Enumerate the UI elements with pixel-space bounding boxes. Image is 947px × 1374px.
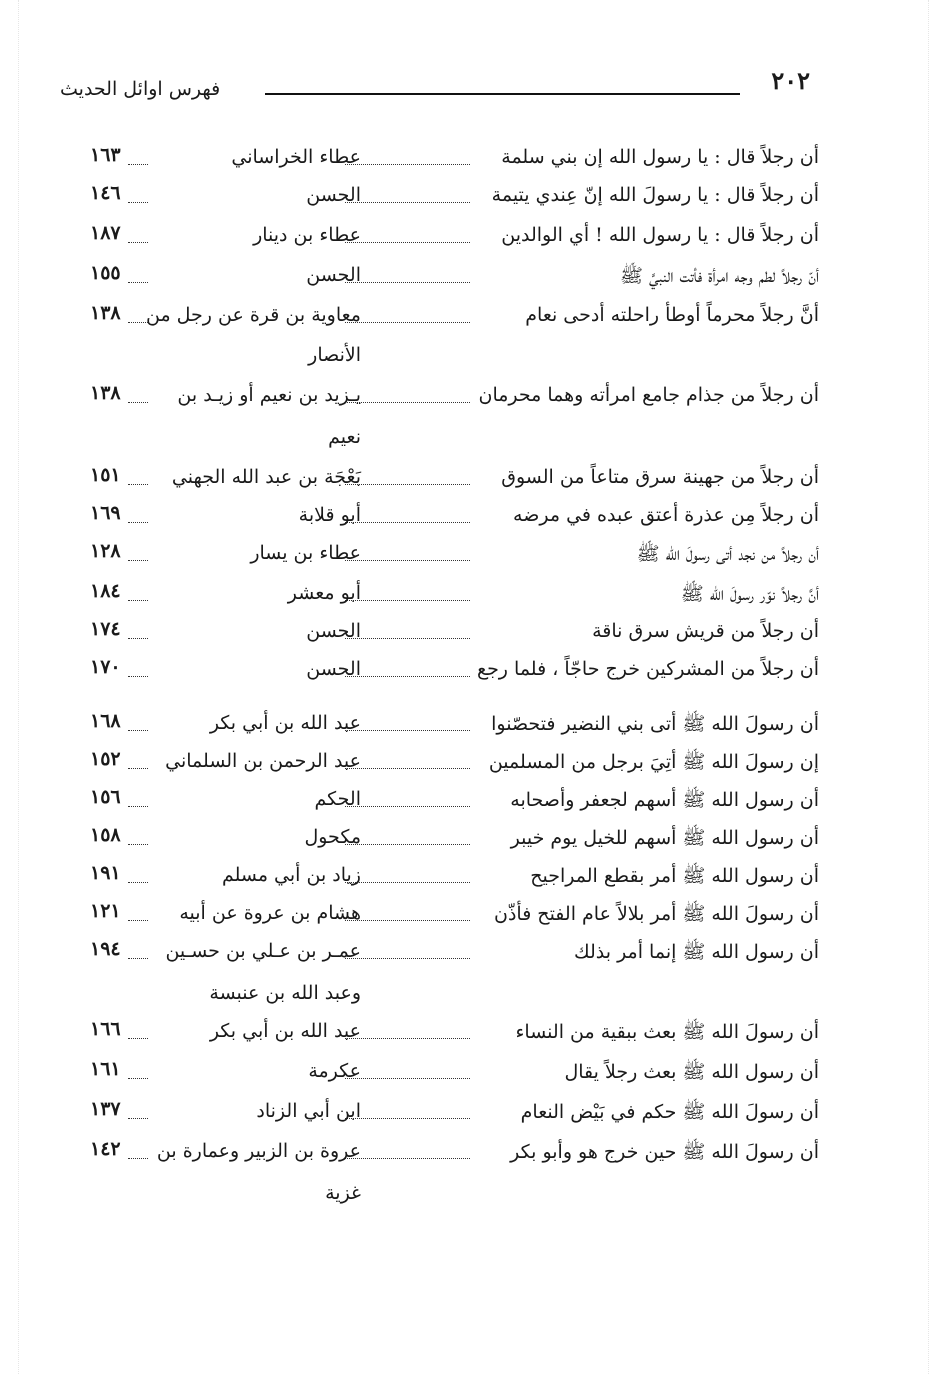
index-entry [0, 180, 947, 218]
page-reference: ١٦٣ [90, 144, 121, 166]
dot-leader [345, 282, 470, 283]
header-rule [265, 93, 740, 95]
page-reference: ١٤٢ [90, 1138, 121, 1160]
hadith-opening: أنّ رجلاً لطم وجه امرأة فأتت النبيَّ ﷺ [619, 265, 819, 287]
narrator: يـزيد بن نعيم أو زيـد بن [177, 384, 361, 406]
narrator: عبد الله بن أبي بكر [209, 712, 361, 734]
narrator: عروة بن الزبير وعمارة بن [156, 1140, 361, 1162]
hadith-opening: أن رجلاً من جذام جامع امرأته وهما محرمان [478, 384, 819, 406]
narrator: عطاء الخراساني [231, 146, 361, 168]
hadith-opening: أن رسول الله ﷺ أمر بقطع المراجيح [530, 865, 819, 887]
index-entry [0, 1056, 947, 1094]
page-reference: ١٥٨ [90, 824, 121, 846]
hadith-opening: أن رجلاً قال : يا رسول الله إن بني سلمة [501, 146, 819, 168]
dot-leader [345, 202, 470, 203]
page-reference: ١٦٩ [90, 502, 121, 524]
narrator: الحسن [306, 620, 361, 642]
dot-leader [345, 1158, 470, 1159]
hadith-opening: أن رجلاً من نجد أتى رسولَ الله ﷺ [636, 543, 819, 565]
index-entry [0, 1016, 947, 1054]
index-entry-continuation [0, 340, 947, 378]
narrator: أبو قلابة [298, 504, 361, 526]
index-entry [0, 822, 947, 860]
dot-leader [345, 402, 470, 403]
dot-leader [345, 1118, 470, 1119]
index-entry [0, 860, 947, 898]
index-entry [0, 654, 947, 692]
hadith-opening: إن رسولَ الله ﷺ أتِيَ برجل من المسلمين [488, 751, 819, 773]
index-entry [0, 380, 947, 418]
index-entry-continuation [0, 1178, 947, 1216]
dot-leader [345, 882, 470, 883]
dot-leader [345, 600, 470, 601]
index-entry [0, 708, 947, 746]
index-entry [0, 1096, 947, 1134]
hadith-opening: أن رسول الله ﷺ أسهم للخيل يوم خيبر [510, 827, 819, 849]
index-entry [0, 784, 947, 822]
narrator: عبد الله بن أبي بكر [209, 1020, 361, 1042]
narrator: عطاء بن يسار [250, 542, 361, 564]
index-entry [0, 578, 947, 616]
hadith-opening: أن رسول الله ﷺ أسهم لجعفر وأصحابه [510, 789, 819, 811]
page-reference: ١٥٥ [90, 262, 121, 284]
hadith-opening: أن رجلاً قال : يا رسولَ الله إنّ عِندي يتيمة [491, 184, 819, 206]
dot-leader [345, 676, 470, 677]
dot-leader [345, 1038, 470, 1039]
page-reference: ١٨٤ [90, 580, 121, 602]
page-reference: ١٧٤ [90, 618, 121, 640]
index-entry [0, 142, 947, 180]
narrator: بَعْجَة بن عبد الله الجهني [171, 466, 361, 488]
index-entry [0, 616, 947, 654]
page-reference: ١٦١ [90, 1058, 121, 1080]
index-entry [0, 538, 947, 576]
narrator: عطاء بن دينار [253, 224, 361, 246]
dot-leader [345, 730, 470, 731]
dot-leader [345, 522, 470, 523]
hadith-opening: أن رجلاً من جهينة سرق متاعاً من السوق [501, 466, 819, 488]
hadith-opening: أن رسول الله ﷺ بعث رجلاً يقال [564, 1061, 819, 1083]
index-entry [0, 260, 947, 298]
page-reference: ١٩١ [90, 862, 121, 884]
hadith-opening: أن رجلاً من المشركين خرج حاجّاً ، فلما رجع [476, 658, 819, 680]
page-reference: ١٥٢ [90, 748, 121, 770]
index-entry [0, 746, 947, 784]
narrator-continuation: نعيم [328, 426, 361, 448]
narrator: الحسن [306, 184, 361, 206]
narrator: هشام بن عروة عن أبيه [179, 902, 361, 924]
narrator: معاوية بن قرة عن رجل من [145, 304, 361, 326]
hadith-opening: أن رسولَ الله ﷺ أتى بني النضير فتحصّنوا [491, 713, 819, 735]
dot-leader [345, 768, 470, 769]
dot-leader [345, 806, 470, 807]
hadith-opening: أن رسولَ الله ﷺ حين خرج هو وأبو بكر [510, 1141, 819, 1163]
hadith-opening: أن رجلاً من قريش سرق ناقة [592, 620, 819, 642]
narrator-continuation: الأنصار [308, 344, 361, 366]
page-reference: ١٨٧ [90, 222, 121, 244]
page-reference: ١٦٨ [90, 710, 121, 732]
page-reference: ١٣٧ [90, 1098, 121, 1120]
page-reference: ١٥٦ [90, 786, 121, 808]
index-entry [0, 462, 947, 500]
hadith-opening: أن رجلاً مِن عذرة أعتق عبده في مرضه [513, 504, 819, 526]
index-entry [0, 1136, 947, 1174]
narrator: زياد بن أبي مسلم [221, 864, 361, 886]
narrator: عكرمة [308, 1060, 361, 1082]
index-entry [0, 500, 947, 538]
narrator: ابن أبي الزناد [256, 1100, 361, 1122]
narrator: الحسن [306, 658, 361, 680]
narrator-continuation: غزية [325, 1182, 361, 1204]
page-reference: ١٢٨ [90, 540, 121, 562]
index-entry [0, 300, 947, 338]
hadith-opening: أنَّ رجلاً نوّر رسولَ الله ﷺ [680, 583, 819, 605]
hadith-opening: أن رسول الله ﷺ إنما أمر بذلك [573, 941, 819, 963]
narrator: أبو معشر [287, 582, 361, 604]
page-reference: ١٢١ [90, 900, 121, 922]
narrator: عبد الرحمن بن السلماني [165, 750, 361, 772]
page-reference: ١٩٤ [90, 938, 121, 960]
dot-leader [345, 242, 470, 243]
hadith-opening: أن رجلاً قال : يا رسول الله ! أي الوالدين [501, 224, 819, 246]
page-reference: ١٤٦ [90, 182, 121, 204]
page-reference: ١٥١ [90, 464, 121, 486]
page-number: ٢٠٢ [771, 66, 810, 95]
dot-leader [345, 560, 470, 561]
narrator: مكحول [304, 826, 361, 848]
hadith-opening: أن رسولَ الله ﷺ حكم في بَيْض النعام [520, 1101, 819, 1123]
dot-leader [345, 484, 470, 485]
dot-leader [345, 638, 470, 639]
dot-leader [345, 1078, 470, 1079]
index-entry [0, 220, 947, 258]
dot-leader [345, 844, 470, 845]
dot-leader [345, 322, 470, 323]
dot-leader [345, 164, 470, 165]
narrator-continuation: وعبد الله بن عنبسة [209, 982, 361, 1004]
running-title: فهرس اوائل الحديث [60, 78, 221, 100]
page-header [60, 66, 810, 106]
narrator: عمـر بن عـلي بن حسـين [165, 940, 361, 962]
index-entry-continuation [0, 422, 947, 460]
narrator: الحكم [314, 788, 361, 810]
index-entry [0, 936, 947, 974]
page-reference: ١٧٠ [90, 656, 121, 678]
dot-leader [345, 920, 470, 921]
page-reference: ١٣٨ [90, 382, 121, 404]
narrator: الحسن [306, 264, 361, 286]
dot-leader [345, 958, 470, 959]
index-entry-continuation [0, 978, 947, 1016]
index-entry [0, 898, 947, 936]
hadith-opening: أنَّ رجلاً محرماً أوطأ راحلته أدحى نعام [525, 304, 819, 326]
hadith-opening: أن رسولَ الله ﷺ بعث ببقية من النساء [515, 1021, 819, 1043]
hadith-opening: أن رسولَ الله ﷺ أمر بلالاً عام الفتح فأذّن [493, 903, 819, 925]
page-reference: ١٦٦ [90, 1018, 121, 1040]
page-reference: ١٣٨ [90, 302, 121, 324]
